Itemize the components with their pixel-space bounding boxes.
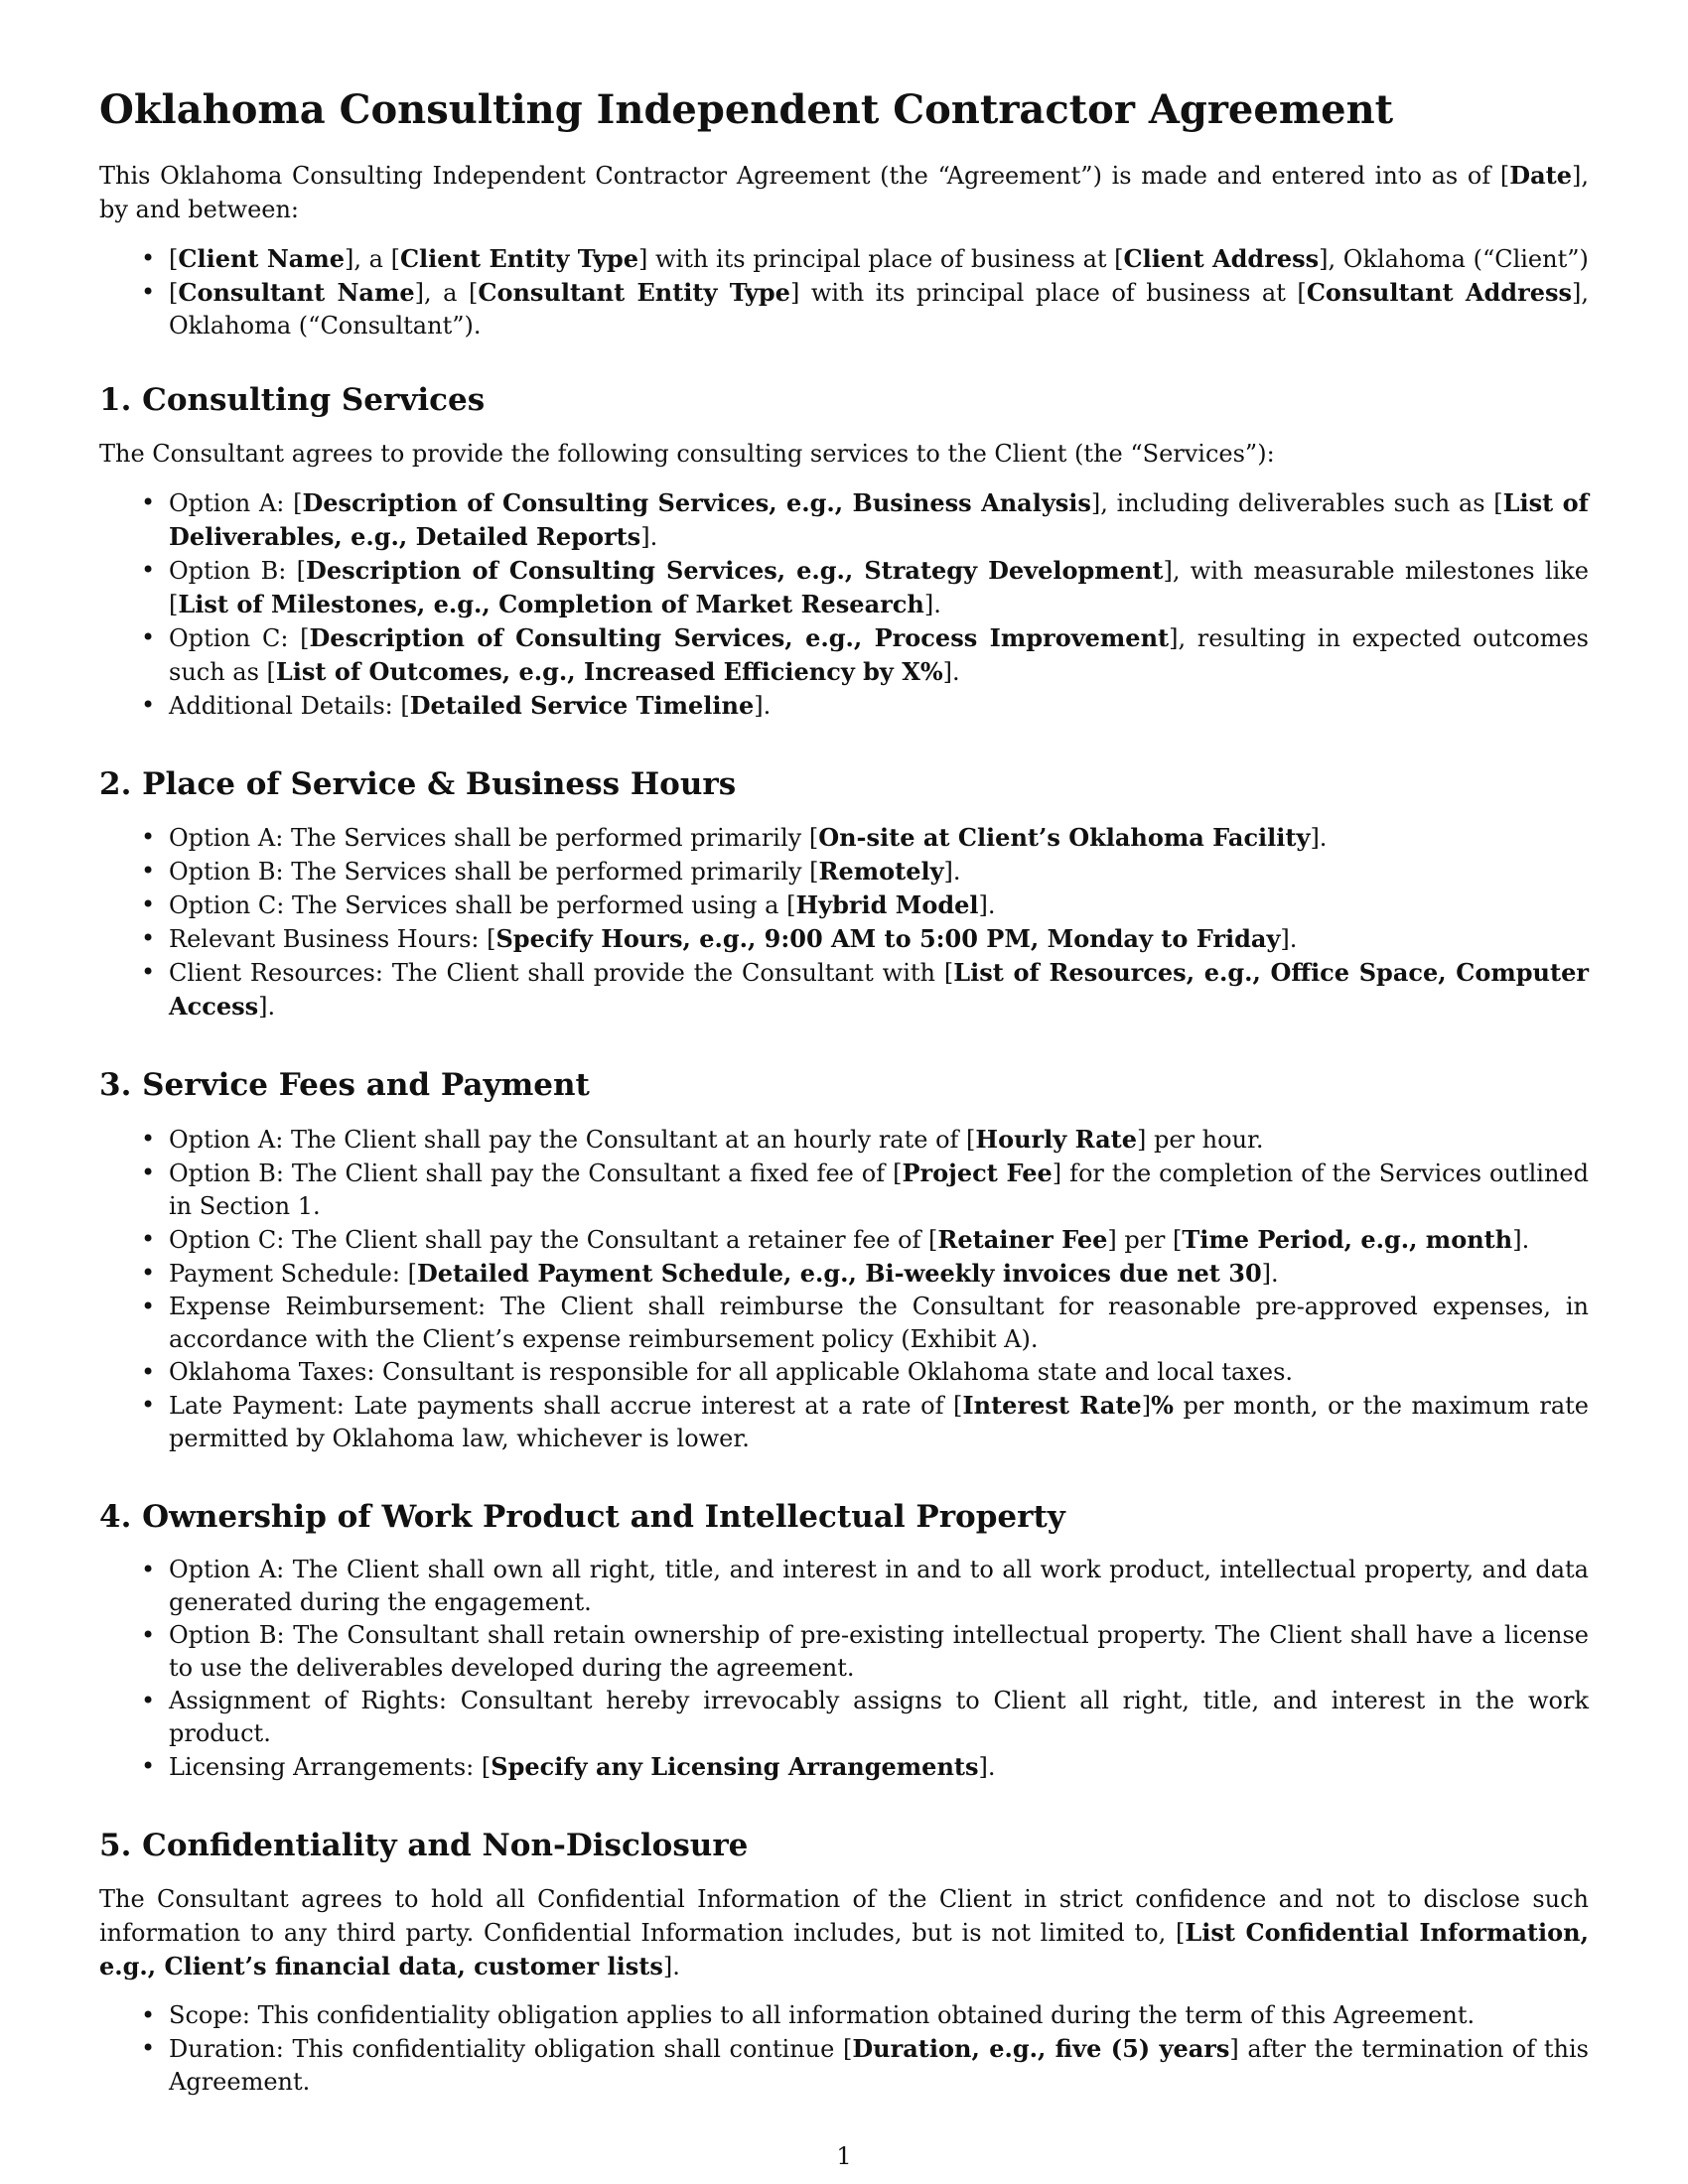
placeholder-field: Description of Consulting Services, e.g., Process Improvement xyxy=(309,623,1170,653)
text-run: ], by and between: xyxy=(99,162,1589,223)
text-run: [ xyxy=(169,245,179,273)
text-run: Option C: [ xyxy=(169,624,310,653)
text-run: Relevant Business Hours: [ xyxy=(169,925,496,954)
list-item xyxy=(169,1356,1589,1389)
placeholder-field: Consultant Entity Type xyxy=(478,278,790,307)
section-list xyxy=(99,1999,1589,2099)
text-run: ]. xyxy=(258,993,276,1022)
text-run: Additional Details: [ xyxy=(169,692,410,721)
text-run: Option B: The Consultant shall retain ownership of pre-existing intellectual property. The Client shall have a license to use the deliverables developed during the agreement. xyxy=(169,1620,1589,1682)
text-run: ]. xyxy=(640,523,658,552)
section xyxy=(99,382,1589,723)
text-run: Assignment of Rights: Consultant hereby irrevocably assigns to Client all right, title, and interest in the work product. xyxy=(169,1686,1589,1747)
placeholder-field: Client Address xyxy=(1123,244,1320,273)
text-run: Scope: This confidentiality obligation applies to all information obtained during the term of this Agreement. xyxy=(169,2000,1476,2029)
text-run: Option A: The Client shall pay the Consultant at an hourly rate of [ xyxy=(169,1125,976,1154)
text-run: Licensing Arrangements: [ xyxy=(169,1752,492,1781)
placeholder-field: Description of Consulting Services, e.g., Business Analysis xyxy=(302,488,1091,518)
text-run: Option B: The Services shall be performed primarily [ xyxy=(169,858,819,887)
section xyxy=(99,1828,1589,2099)
list-item xyxy=(169,554,1589,621)
text-run: Option B: The Client shall pay the Consultant a fixed fee of [ xyxy=(169,1159,903,1187)
text-run: Duration: This confidentiality obligation shall continue [ xyxy=(169,2034,853,2063)
list-item xyxy=(169,486,1589,554)
section-heading: 2. Place of Service & Business Hours xyxy=(99,766,737,803)
text-run: This Oklahoma Consulting Independent Contractor Agreement (the “Agreement”) is made and entered into as of [ xyxy=(99,162,1510,190)
text-run: ], resulting in expected outcomes such as [ xyxy=(169,624,1589,687)
list-item xyxy=(169,1619,1589,1685)
list-item xyxy=(169,956,1589,1024)
section-heading: 3. Service Fees and Payment xyxy=(99,1067,590,1104)
text-run: ] with its principal place of business at [ xyxy=(638,245,1124,273)
party-item xyxy=(169,276,1589,342)
placeholder-field: Hybrid Model xyxy=(795,890,979,920)
text-run: The Consultant agrees to provide the following consulting services to the Client (the “Services”): xyxy=(99,440,1275,469)
text-run: ] for the completion of the Services outlined in Section 1. xyxy=(169,1159,1589,1220)
text-run: ]. xyxy=(942,658,960,687)
section-heading: 5. Confidentiality and Non-Disclosure xyxy=(99,1827,749,1863)
text-run: The Consultant agrees to hold all Confidential Information of the Client in strict confidence and not to disclose such information to any third party. Confidential Information includes, but is not limited to, [ xyxy=(99,1884,1589,1947)
section-heading: 1. Consulting Services xyxy=(99,382,486,418)
section-intro xyxy=(99,437,1589,471)
placeholder-field: List of Outcomes, e.g., Increased Efficiency by X% xyxy=(275,657,943,687)
placeholder-field: List of Milestones, e.g., Completion of Market Research xyxy=(178,590,924,619)
text-run: ]. xyxy=(943,858,961,887)
list-item xyxy=(169,1750,1589,1784)
text-run: ]. xyxy=(1310,824,1328,853)
text-run: [ xyxy=(169,279,179,307)
placeholder-field: Specify Hours, e.g., 9:00 AM to 5:00 PM, Monday to Friday xyxy=(495,924,1281,954)
text-run: Payment Schedule: [ xyxy=(169,1259,417,1288)
text-run: ]. xyxy=(1261,1259,1279,1288)
list-item xyxy=(169,1999,1589,2032)
section-list xyxy=(99,486,1589,723)
text-run: ]. xyxy=(978,891,996,920)
placeholder-field: Duration, e.g., five (5) years xyxy=(852,2033,1230,2063)
placeholder-field: Project Fee xyxy=(902,1158,1053,1187)
text-run: ], including deliverables such as [ xyxy=(1090,489,1503,518)
text-run: ]. xyxy=(923,591,941,619)
text-run: ], Oklahoma (“Consultant”). xyxy=(169,279,1590,340)
list-item xyxy=(169,888,1589,922)
placeholder-field: Consultant Address xyxy=(1306,278,1573,307)
sections-container xyxy=(99,382,1589,2099)
list-item xyxy=(169,1123,1589,1157)
list-item xyxy=(169,1223,1589,1257)
text-run: Oklahoma Taxes: Consultant is responsible for all applicable Oklahoma state and local taxes. xyxy=(169,1357,1294,1386)
text-run: ]. xyxy=(754,692,772,721)
text-run: per month, or the maximum rate permitted by Oklahoma law, whichever is lower. xyxy=(169,1391,1590,1452)
placeholder-field: On-site at Client’s Oklahoma Facility xyxy=(818,823,1311,853)
placeholder-field: Consultant Name xyxy=(178,278,415,307)
text-run: ]. xyxy=(662,1952,680,1980)
text-run: ] xyxy=(1141,1391,1152,1420)
text-run: Option C: The Client shall pay the Consultant a retainer fee of [ xyxy=(169,1225,938,1254)
text-run: ] with its principal place of business at [ xyxy=(789,279,1307,307)
list-item xyxy=(169,922,1589,956)
placeholder-field: Specify any Licensing Arrangements xyxy=(491,1751,979,1781)
placeholder-field: Client Name xyxy=(178,244,346,273)
list-item xyxy=(169,1291,1589,1356)
text-run: Late Payment: Late payments shall accrue interest at a rate of [ xyxy=(169,1391,963,1420)
text-run: ], Oklahoma (“Client”) xyxy=(1319,245,1589,273)
text-run: ], with measurable milestones like [ xyxy=(169,557,1589,619)
list-item xyxy=(169,689,1589,723)
placeholder-field: Detailed Payment Schedule, e.g., Bi-weekly invoices due net 30 xyxy=(416,1258,1262,1288)
text-run: Option C: The Services shall be performed using a [ xyxy=(169,891,796,920)
placeholder-field: % xyxy=(1151,1390,1174,1420)
list-item xyxy=(169,621,1589,689)
placeholder-field: Retainer Fee xyxy=(937,1224,1108,1254)
list-item xyxy=(169,1554,1589,1619)
document-page xyxy=(99,87,1589,2142)
section xyxy=(99,766,1589,1024)
section xyxy=(99,1067,1589,1454)
text-run: Option A: The Client shall own all right, title, and interest in and to all work product, intellectual property, and data generated during the engagement. xyxy=(169,1555,1589,1616)
parties-list xyxy=(99,242,1589,342)
placeholder-field: Client Entity Type xyxy=(399,244,638,273)
list-item xyxy=(169,855,1589,888)
text-run: ]. xyxy=(1280,925,1298,954)
list-item xyxy=(169,1157,1589,1223)
page-number: 1 xyxy=(836,2142,852,2170)
party-item xyxy=(169,242,1589,276)
list-item xyxy=(169,1389,1589,1455)
placeholder-field: List Confidential Information, e.g., Client’s financial data, customer lists xyxy=(99,1917,1589,1980)
text-run: Expense Reimbursement: The Client shall reimburse the Consultant for reasonable pre-approved expenses, in accordance with the Client’s expense reimbursement policy (Exhibit A). xyxy=(169,1292,1589,1353)
text-run: ]. xyxy=(1512,1225,1530,1254)
placeholder-field: Interest Rate xyxy=(962,1390,1142,1420)
text-run: Option B: [ xyxy=(169,557,307,586)
section-intro xyxy=(99,1882,1589,1983)
text-run: Client Resources: The Client shall provide the Consultant with [ xyxy=(169,959,954,988)
placeholder-field: Remotely xyxy=(818,857,944,887)
list-item xyxy=(169,821,1589,855)
placeholder-field: Time Period, e.g., month xyxy=(1182,1224,1513,1254)
section-list xyxy=(99,821,1589,1024)
list-item xyxy=(169,1685,1589,1750)
text-run: Option A: [ xyxy=(169,489,303,518)
text-run: Option A: The Services shall be performed primarily [ xyxy=(169,824,819,853)
text-run: ], a [ xyxy=(414,279,479,307)
placeholder-field: Hourly Rate xyxy=(975,1124,1138,1154)
placeholder-field: List of Resources, e.g., Office Space, Computer Access xyxy=(169,958,1589,1022)
section-heading: 4. Ownership of Work Product and Intellectual Property xyxy=(99,1498,1065,1535)
text-run: ] per hour. xyxy=(1137,1125,1264,1154)
placeholder-field: Detailed Service Timeline xyxy=(409,691,755,721)
list-item xyxy=(169,1257,1589,1291)
text-run: ]. xyxy=(978,1752,996,1781)
document-title: Oklahoma Consulting Independent Contractor Agreement xyxy=(99,86,1394,133)
intro-paragraph xyxy=(99,159,1589,226)
placeholder-field: Date xyxy=(1509,161,1572,190)
list-item xyxy=(169,2032,1589,2099)
text-run: ] per [ xyxy=(1107,1225,1183,1254)
section-list xyxy=(99,1554,1589,1784)
placeholder-field: List of Deliverables, e.g., Detailed Reports xyxy=(169,488,1590,552)
text-run: ] after the termination of this Agreement. xyxy=(169,2034,1590,2096)
section xyxy=(99,1499,1589,1784)
section-list xyxy=(99,1123,1589,1455)
placeholder-field: Description of Consulting Services, e.g., Strategy Development xyxy=(306,556,1164,586)
text-run: ], a [ xyxy=(345,245,400,273)
